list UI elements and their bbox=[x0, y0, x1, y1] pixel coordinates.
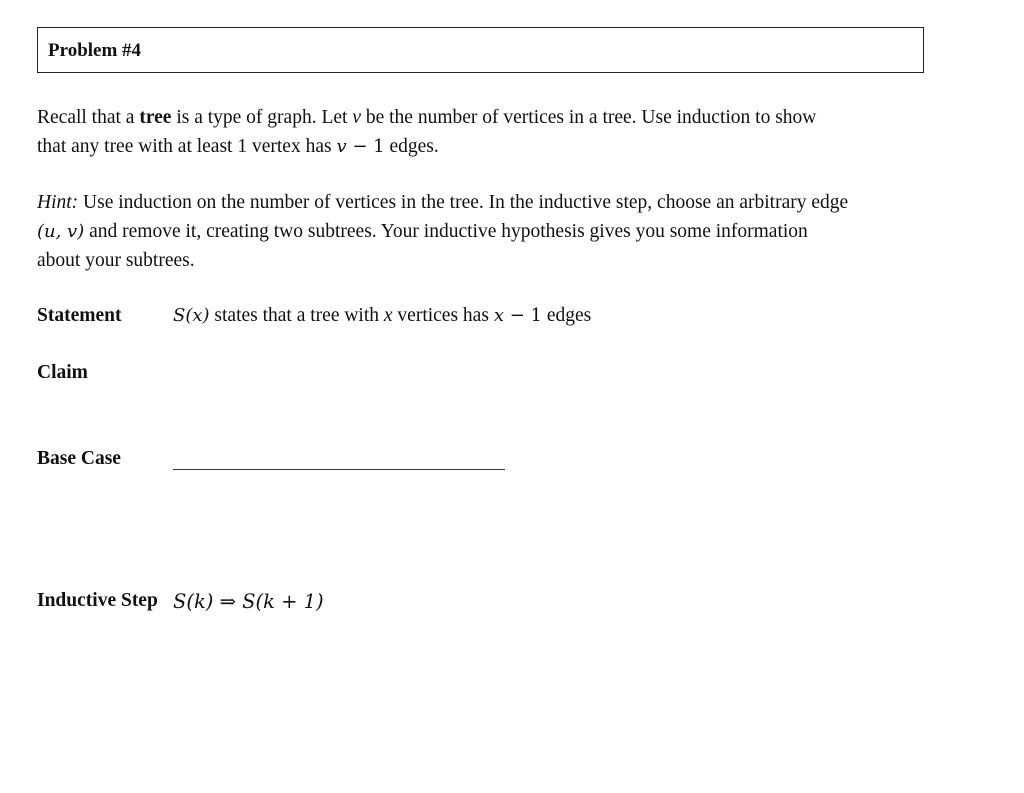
statement-text: S(x) states that a tree with x vertices has x − 1 edges bbox=[173, 305, 592, 326]
hint-label: Hint: bbox=[37, 192, 79, 213]
intro-paragraph bbox=[37, 103, 816, 161]
problem-title: Problem #4 bbox=[48, 40, 142, 61]
base-case-answer-line[interactable] bbox=[173, 469, 505, 470]
claim-label: Claim bbox=[37, 362, 88, 383]
intro-line-1: Recall that a tree is a type of graph. Let v be the number of vertices in a tree. Use induction to show bbox=[37, 107, 817, 128]
hint-paragraph bbox=[37, 188, 848, 275]
problem-header-box bbox=[37, 27, 924, 73]
base-case-label: Base Case bbox=[37, 448, 121, 469]
inductive-step-label: Inductive Step bbox=[37, 590, 158, 611]
hint-line-2: (u, v) and remove it, creating two subtrees. Your inductive hypothesis gives you some information bbox=[37, 221, 808, 242]
math-edge-uv: (u, v) bbox=[37, 221, 85, 242]
math-s-of-x: S(x) bbox=[173, 305, 210, 326]
term-tree: tree bbox=[139, 107, 172, 128]
inductive-step-expression: S(k) ⇒ S(k + 1) bbox=[173, 590, 324, 613]
hint-line-3: about your subtrees. bbox=[37, 250, 195, 271]
statement-label: Statement bbox=[37, 305, 122, 326]
math-x-minus-1: x − 1 bbox=[493, 305, 542, 326]
var-v: v bbox=[352, 107, 361, 128]
hint-line-1: Hint: Use induction on the number of vertices in the tree. In the inductive step, choose an arbitrary edge bbox=[37, 192, 849, 213]
math-v-minus-1: v − 1 bbox=[336, 136, 385, 157]
intro-line-2: that any tree with at least 1 vertex has v − 1 edges. bbox=[37, 136, 439, 157]
